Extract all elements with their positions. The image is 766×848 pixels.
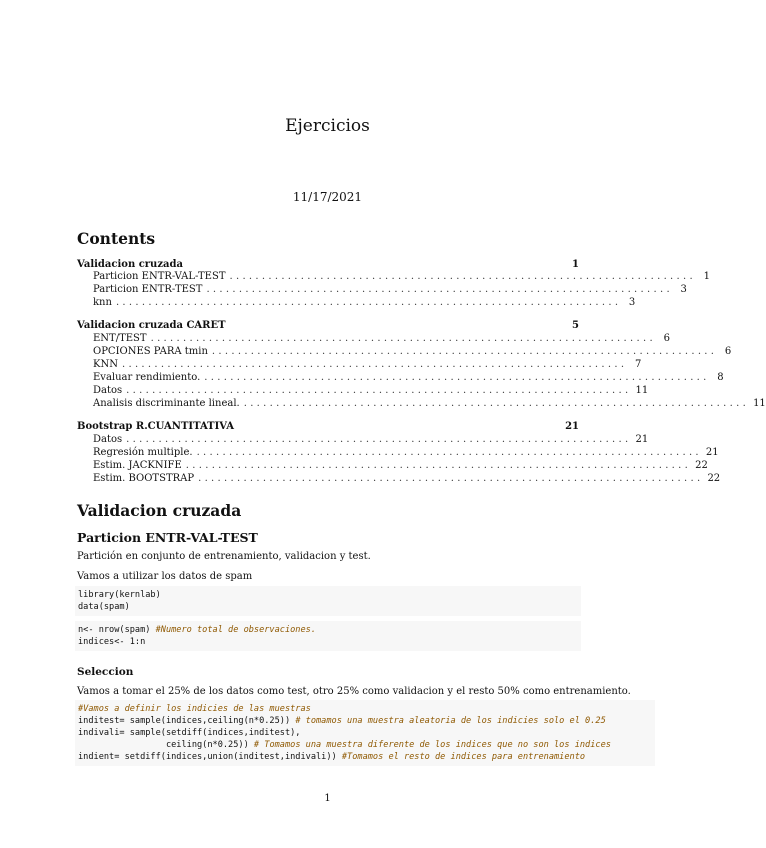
code-block bbox=[75, 700, 655, 766]
toc-entry[interactable]: Datos .............................................................................. 11 bbox=[93, 385, 649, 396]
code-line: indices<- 1:n bbox=[78, 637, 146, 647]
toc-entry[interactable]: Estim. BOOTSTRAP .............................................................................. 22 bbox=[93, 473, 721, 484]
code-line: indient= setdiff(indices,union(inditest,indivali)) bbox=[78, 752, 342, 762]
toc-entry[interactable]: knn .............................................................................. 3 bbox=[93, 297, 636, 308]
code-line: indivali= sample(setdiff(indices,inditest), bbox=[78, 728, 301, 738]
code-comment: # tomamos una muestra aleatoria de los indicies solo el 0.25 bbox=[295, 716, 606, 726]
code-line: data(spam) bbox=[78, 602, 130, 612]
subsection-heading: Particion ENTR-VAL-TEST bbox=[77, 530, 258, 545]
code-line: library(kernlab) bbox=[78, 590, 161, 600]
paragraph: Partición en conjunto de entrenamiento, validacion y test. bbox=[77, 551, 371, 562]
paragraph: Vamos a utilizar los datos de spam bbox=[77, 571, 253, 582]
toc-entry[interactable]: Evaluar rendimiento. .............................................................................. 8 bbox=[93, 372, 724, 383]
toc-entry[interactable]: Validacion cruzada CARET 5 bbox=[77, 320, 579, 331]
subsubsection-heading: Seleccion bbox=[77, 666, 134, 678]
toc-entry[interactable]: Validacion cruzada 1 bbox=[77, 259, 579, 270]
code-line: inditest= sample(indices,ceiling(n*0.25)) bbox=[78, 716, 296, 726]
toc-entry[interactable]: Datos .............................................................................. 21 bbox=[93, 434, 649, 445]
document-date: 11/17/2021 bbox=[292, 190, 363, 204]
code-line: n<- nrow(spam) bbox=[78, 625, 156, 635]
section-heading: Validacion cruzada bbox=[77, 501, 242, 520]
paragraph: Vamos a tomar el 25% de los datos como test, otro 25% como validacion y el resto 50% como entrenamiento. bbox=[77, 686, 631, 697]
code-comment: #Vamos a definir los indicies de las muestras bbox=[78, 704, 311, 714]
toc-entry[interactable]: OPCIONES PARA tmin .............................................................................. 6 bbox=[93, 346, 732, 357]
toc-entry[interactable]: Bootstrap R.CUANTITATIVA 21 bbox=[77, 421, 579, 432]
toc-entry[interactable]: Regresión multiple. .............................................................................. 21 bbox=[93, 447, 719, 458]
toc-entry[interactable]: Particion ENTR-TEST ........................................................................ 3 bbox=[93, 284, 687, 295]
toc-entry[interactable]: Estim. JACKNIFE .............................................................................. 22 bbox=[93, 460, 708, 471]
code-comment: #Tomamos el resto de indices para entrenamiento bbox=[341, 752, 586, 762]
contents-heading: Contents bbox=[77, 229, 156, 248]
document-title: Ejercicios bbox=[285, 116, 370, 136]
code-block bbox=[75, 586, 581, 616]
toc-entry[interactable]: KNN .............................................................................. 7 bbox=[93, 359, 642, 370]
code-block bbox=[75, 621, 581, 651]
toc-entry[interactable]: Analisis discriminante lineal. .............................................................................. 11 bbox=[93, 398, 766, 409]
toc-entry[interactable]: Particion ENTR-VAL-TEST ........................................................................ 1 bbox=[93, 271, 710, 282]
toc-entry[interactable]: ENT/TEST .............................................................................. 6 bbox=[93, 333, 670, 344]
page-number: 1 bbox=[324, 793, 331, 804]
code-comment: # Tomamos una muestra diferente de los indices que no son los indices bbox=[253, 740, 611, 750]
code-line: ceiling(n*0.25)) bbox=[78, 740, 254, 750]
code-comment: #Numero total de observaciones. bbox=[155, 625, 316, 635]
